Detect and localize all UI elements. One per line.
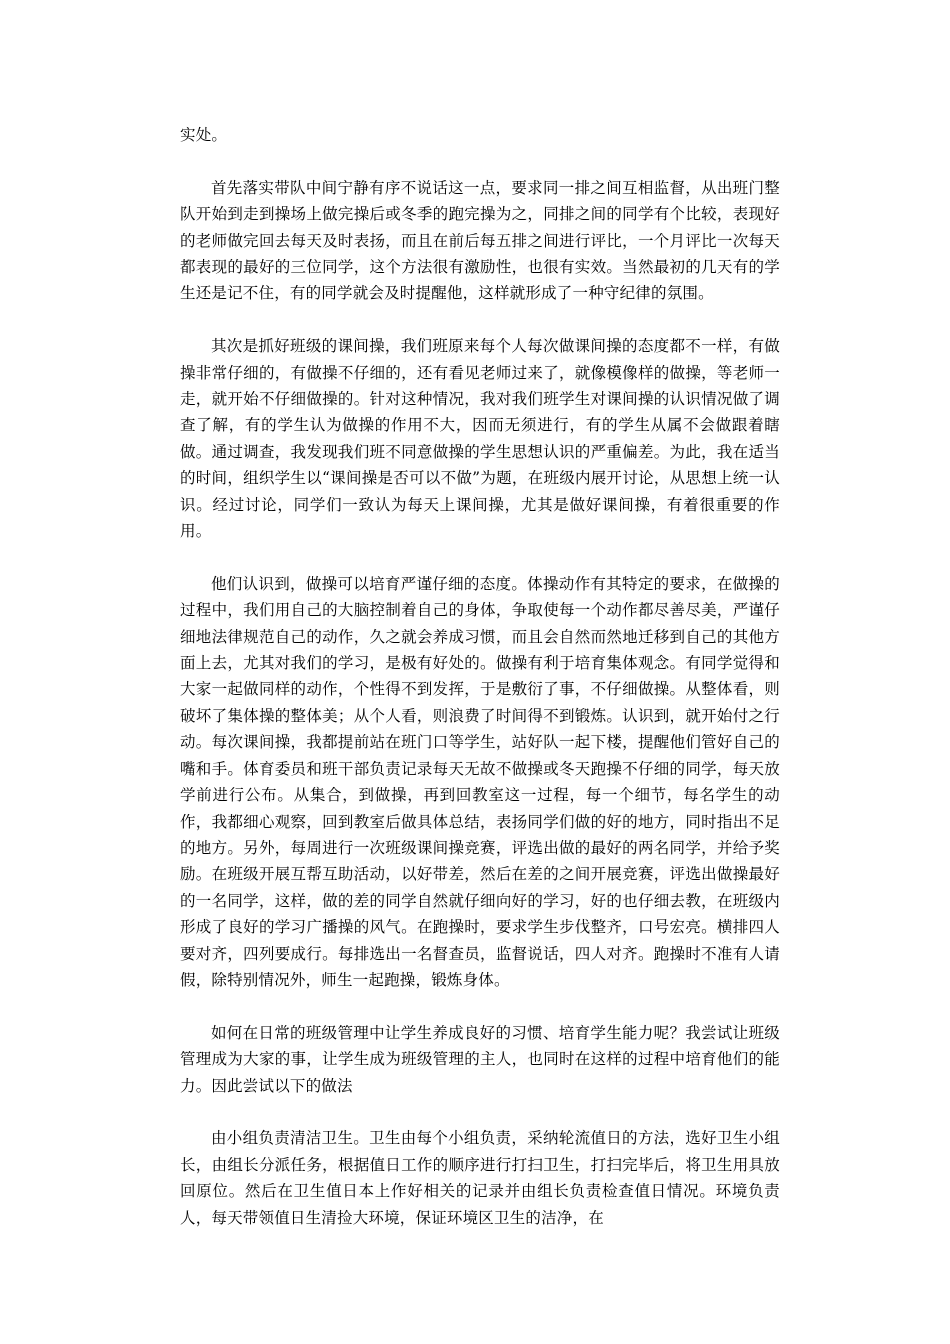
paragraph-4: 他们认识到，做操可以培育严谨仔细的态度。体操动作有其特定的要求，在做操的过程中，我们用自己的大脑控制着自己的身体，争取使每一个动作都尽善尽美，严谨仔细地法律规范自己的动作，久之就会养成习惯，而且会自然而然地迁移到自己的其他方面上去，尤其对我们的学习，是极有好处的。做操有利于培育集体观念。有同学觉得和大家一起做同样的动作，个性得不到发挥，于是敷衍了事，不仔细做操。从整体看，则破坏了集体操的整体美；从个人看，则浪费了时间得不到锻炼。认识到，就开始付之行动。每次课间操，我都提前站在班门口等学生，站好队一起下楼，提醒他们管好自己的嘴和手。体育委员和班干部负责记录每天无故不做操或冬天跑操不仔细的同学，每天放学前进行公布。从集合，到做操，再到回教室这一过程，每一个细节，每名学生的动作，我都细心观察，回到教室后做具体总结，表扬同学们做的好的地方，同时指出不足的地方。另外，每周进行一次班级课间操竞赛，评选出做的最好的两名同学，并给予奖励。在班级开展互帮互助活动，以好带差，然后在差的之间开展竞赛，评选出做操最好的一名同学，这样，做的差的同学自然就仔细向好的学习，好的也仔细去教，在班级内形成了良好的学习广播操的风气。在跑操时，要求学生步伐整齐，口号宏亮。横排四人要对齐，四列要成行。每排选出一名督查员，监督说话，四人对齐。跑操时不准有人请假，除特别情况外，师生一起跑操，锻炼身体。 [180,574,780,989]
paragraph-5: 如何在日常的班级管理中让学生养成良好的习惯、培育学生能力呢？我尝试让班级管理成为大家的事，让学生成为班级管理的主人，也同时在这样的过程中培育他们的能力。因此尝试以下的做法 [180,1023,780,1095]
paragraph-2: 首先落实带队中间宁静有序不说话这一点，要求同一排之间互相监督，从出班门整队开始到走到操场上做完操后或冬季的跑完操为之，同排之间的同学有个比较，表现好的老师做完回去每天及时表扬，而且在前后每五排之间进行评比，一个月评比一次每天都表现的最好的三位同学，这个方法很有激励性，也很有实效。当然最初的几天有的学生还是记不住，有的同学就会及时提醒他，这样就形成了一种守纪律的氛围。 [180,178,780,303]
paragraph-6: 由小组负责清洁卫生。卫生由每个小组负责，采纳轮流值日的方法，选好卫生小组长，由组长分派任务，根据值日工作的顺序进行打扫卫生，打扫完毕后，将卫生用具放回原位。然后在卫生值日本上作好相关的记录并由组长负责检查值日情况。环境负责人，每天带领值日生清捡大环境，保证环境区卫生的洁净，在 [180,1129,780,1227]
paragraph-3: 其次是抓好班级的课间操，我们班原来每个人每次做课间操的态度都不一样，有做操非常仔细的，有做操不仔细的，还有看见老师过来了，就像模像样的做操，等老师一走，就开始不仔细做操的。针对这种情况，我对我们班学生对课间操的认识情况做了调查了解，有的学生认为做操的作用不大，因而无须进行，有的学生从属不会做跟着瞎做。通过调查，我发现我们班不同意做操的学生思想认识的严重偏差。为此，我在适当的时间，组织学生以“课间操是否可以不做”为题，在班级内展开讨论，从思想上统一认识。经过讨论，同学们一致认为每天上课间操，尤其是做好课间操，有着很重要的作用。 [180,337,780,541]
paragraph-1: 实处。 [180,126,228,144]
document-page [180,122,780,1231]
